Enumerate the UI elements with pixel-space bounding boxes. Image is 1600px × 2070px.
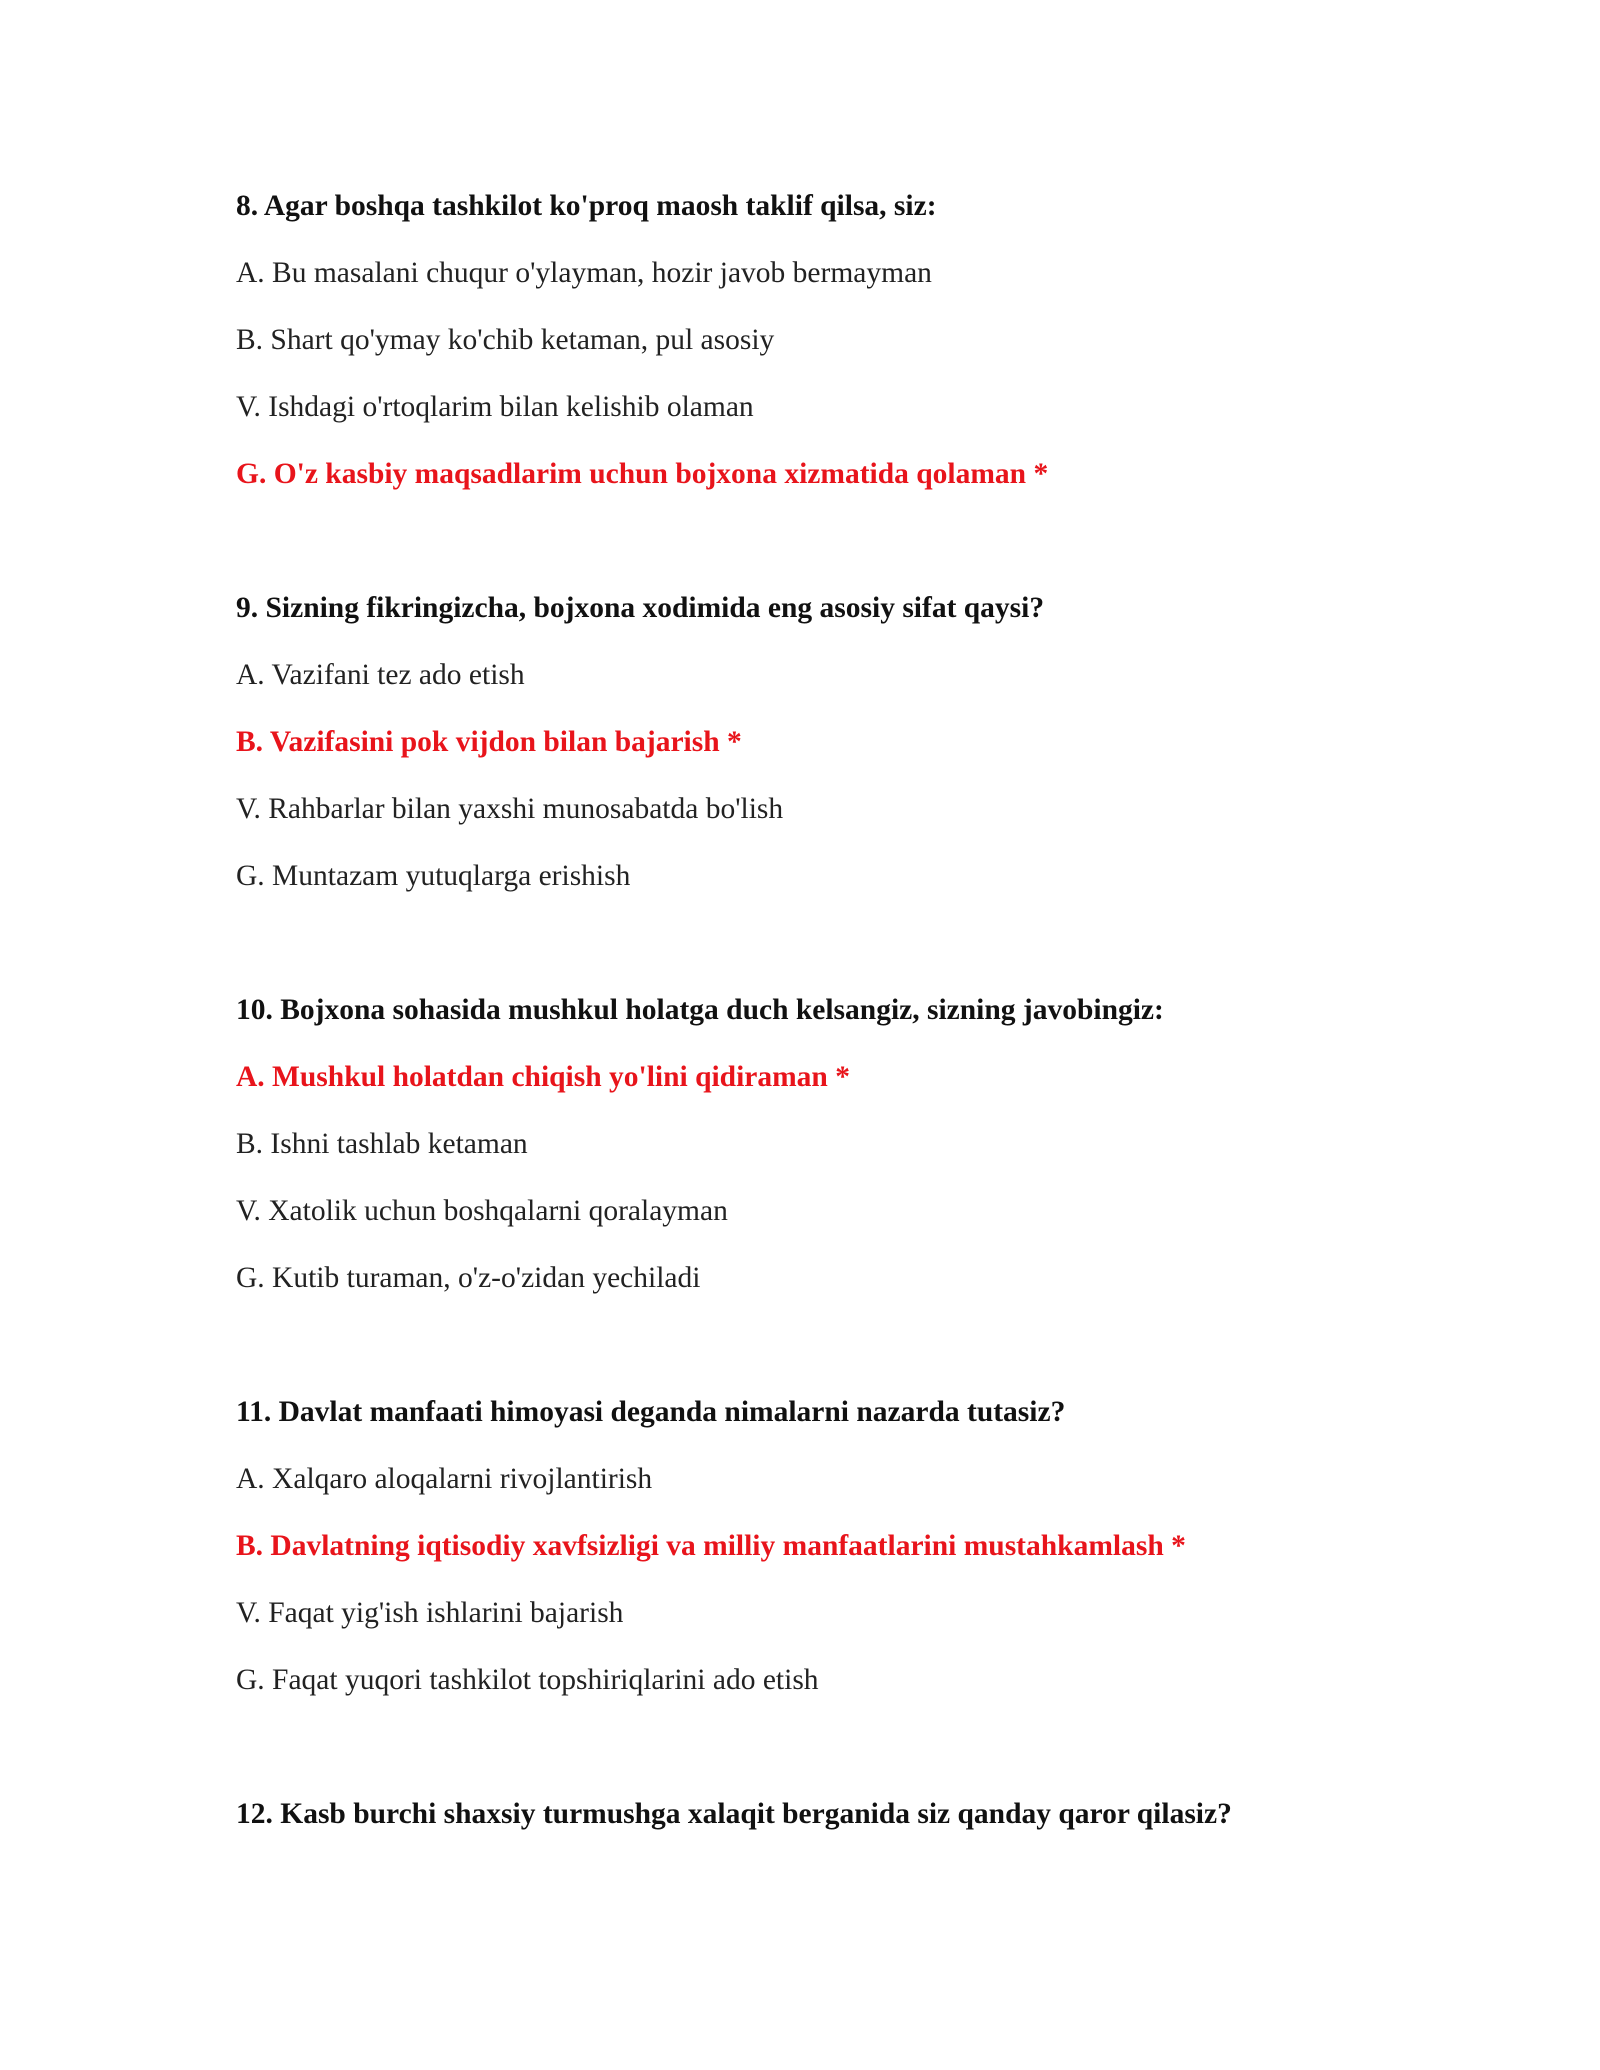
question-9-option-g: G. Muntazam yutuqlarga erishish bbox=[236, 860, 631, 892]
question-8-option-g-correct: G. O'z kasbiy maqsadlarim uchun bojxona xizmatida qolaman * bbox=[236, 458, 1049, 490]
question-10-text: 10. Bojxona sohasida mushkul holatga duch kelsangiz, sizning javobingiz: bbox=[236, 994, 1164, 1026]
question-8-text: 8. Agar boshqa tashkilot ko'proq maosh taklif qilsa, siz: bbox=[236, 190, 937, 222]
question-11-option-a: A. Xalqaro aloqalarni rivojlantirish bbox=[236, 1463, 653, 1495]
question-10-option-g: G. Kutib turaman, o'z-o'zidan yechiladi bbox=[236, 1262, 701, 1294]
question-9-option-v: V. Rahbarlar bilan yaxshi munosabatda bo'lish bbox=[236, 793, 784, 825]
question-10-option-a-correct: A. Mushkul holatdan chiqish yo'lini qidiraman * bbox=[236, 1061, 850, 1093]
question-11-option-v: V. Faqat yig'ish ishlarini bajarish bbox=[236, 1597, 624, 1629]
question-9-option-a: A. Vazifani tez ado etish bbox=[236, 659, 525, 691]
question-12-text: 12. Kasb burchi shaxsiy turmushga xalaqit berganida siz qanday qaror qilasiz? bbox=[236, 1798, 1232, 1830]
question-8-option-v: V. Ishdagi o'rtoqlarim bilan kelishib olaman bbox=[236, 391, 754, 423]
question-9-text: 9. Sizning fikringizcha, bojxona xodimida eng asosiy sifat qaysi? bbox=[236, 592, 1045, 624]
question-10-option-v: V. Xatolik uchun boshqalarni qoralayman bbox=[236, 1195, 728, 1227]
question-10-option-b: B. Ishni tashlab ketaman bbox=[236, 1128, 528, 1160]
question-8-option-b: B. Shart qo'ymay ko'chib ketaman, pul asosiy bbox=[236, 324, 775, 356]
question-11-text: 11. Davlat manfaati himoyasi deganda nimalarni nazarda tutasiz? bbox=[236, 1396, 1066, 1428]
question-9-option-b-correct: B. Vazifasini pok vijdon bilan bajarish * bbox=[236, 726, 742, 758]
question-11-option-b-correct: B. Davlatning iqtisodiy xavfsizligi va milliy manfaatlarini mustahkamlash * bbox=[236, 1530, 1186, 1562]
question-11-option-g: G. Faqat yuqori tashkilot topshiriqlarini ado etish bbox=[236, 1664, 819, 1696]
question-8-option-a: A. Bu masalani chuqur o'ylayman, hozir javob bermayman bbox=[236, 257, 932, 289]
